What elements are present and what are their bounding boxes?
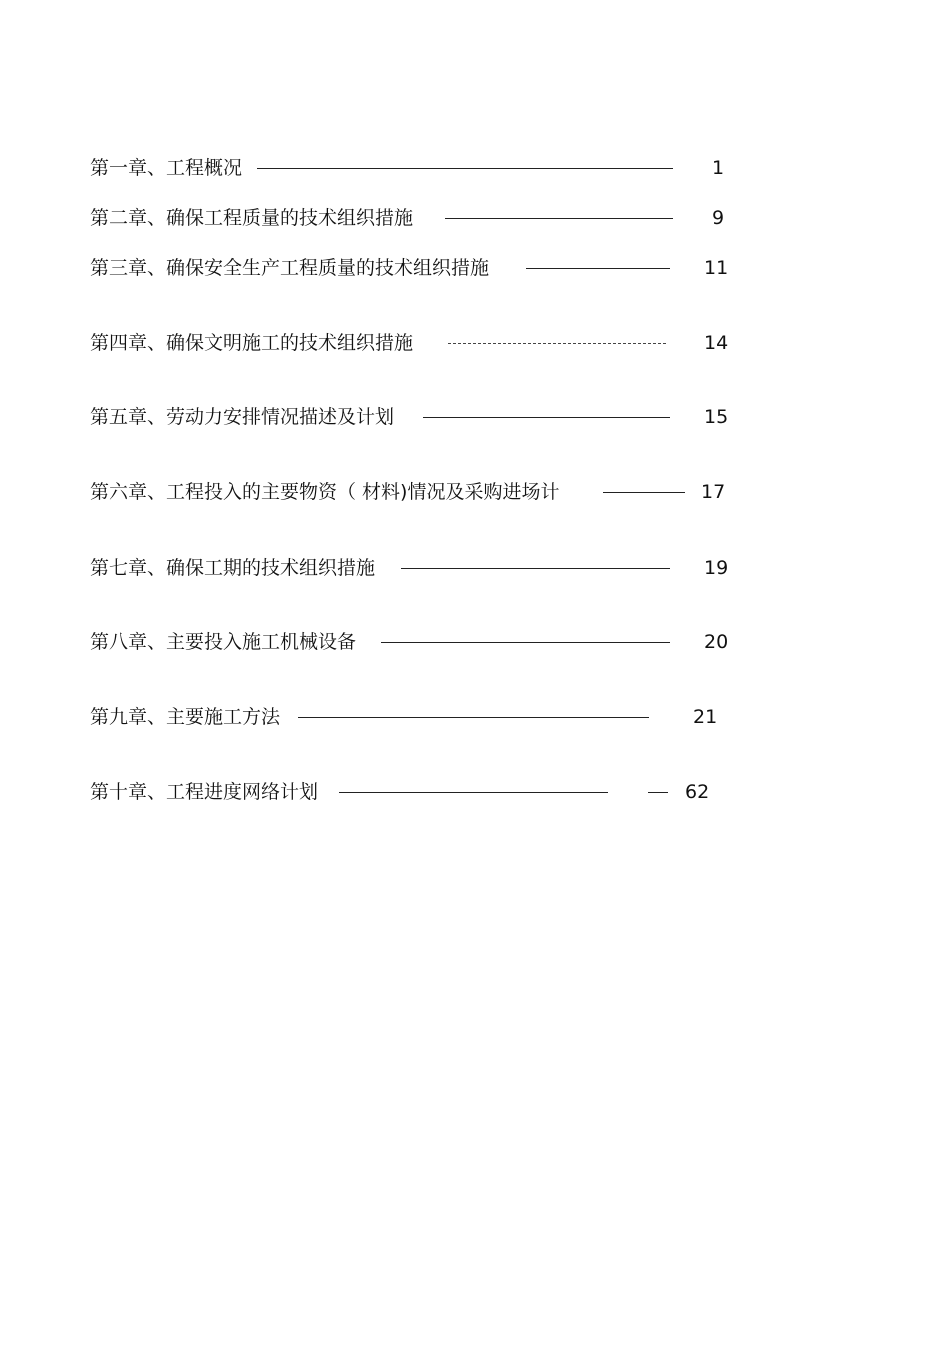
- toc-page-number: 19: [704, 557, 729, 579]
- toc-page-number: 21: [693, 706, 718, 728]
- toc-leader-line: [298, 717, 649, 718]
- toc-leader-line: [339, 792, 608, 793]
- toc-entry-title: 第六章、工程投入的主要物资（ 材料)情况及采购进场计: [90, 481, 560, 503]
- toc-entry-1[interactable]: [90, 154, 790, 182]
- toc-entry-title: 第五章、劳动力安排情况描述及计划: [90, 406, 395, 428]
- toc-leader-dash: [648, 792, 668, 793]
- toc-entry-3[interactable]: [90, 254, 790, 282]
- toc-entry-title: 第四章、确保文明施工的技术组织措施: [90, 332, 414, 354]
- toc-leader-line: [603, 492, 685, 493]
- toc-entry-title: 第三章、确保安全生产工程质量的技术组织措施: [90, 257, 490, 279]
- toc-entry-title: 第二章、确保工程质量的技术组织措施: [90, 207, 414, 229]
- toc-entry-6[interactable]: [90, 478, 790, 506]
- toc-entry-title: 第十章、工程进度网络计划: [90, 781, 319, 803]
- toc-entry-title: 第一章、工程概况: [90, 157, 243, 179]
- toc-leader-dashed: [448, 343, 666, 344]
- toc-leader-line: [381, 642, 670, 643]
- toc-entry-title: 第九章、主要施工方法: [90, 706, 281, 728]
- toc-entry-title: 第八章、主要投入施工机械设备: [90, 631, 357, 653]
- toc-entry-4[interactable]: [90, 329, 790, 357]
- toc-entry-9[interactable]: [90, 703, 790, 731]
- toc-page-number: 9: [712, 207, 725, 229]
- toc-entry-7[interactable]: [90, 554, 790, 582]
- toc-leader-line: [257, 168, 673, 169]
- toc-leader-line: [423, 417, 670, 418]
- toc-page-number: 14: [704, 332, 729, 354]
- toc-page-number: 15: [704, 406, 729, 428]
- toc-page-number: 1: [712, 157, 725, 179]
- toc-leader-line: [445, 218, 673, 219]
- toc-entry-5[interactable]: [90, 403, 790, 431]
- toc-leader-line: [401, 568, 670, 569]
- toc-entry-8[interactable]: [90, 628, 790, 656]
- toc-page-number: 17: [701, 481, 726, 503]
- toc-page-number: 20: [704, 631, 729, 653]
- toc-leader-line: [526, 268, 670, 269]
- toc-entry-2[interactable]: [90, 204, 790, 232]
- toc-entry-title: 第七章、确保工期的技术组织措施: [90, 557, 376, 579]
- toc-page-number: 11: [704, 257, 729, 279]
- toc-page-number: 62: [685, 781, 710, 803]
- toc-entry-10[interactable]: [90, 778, 790, 806]
